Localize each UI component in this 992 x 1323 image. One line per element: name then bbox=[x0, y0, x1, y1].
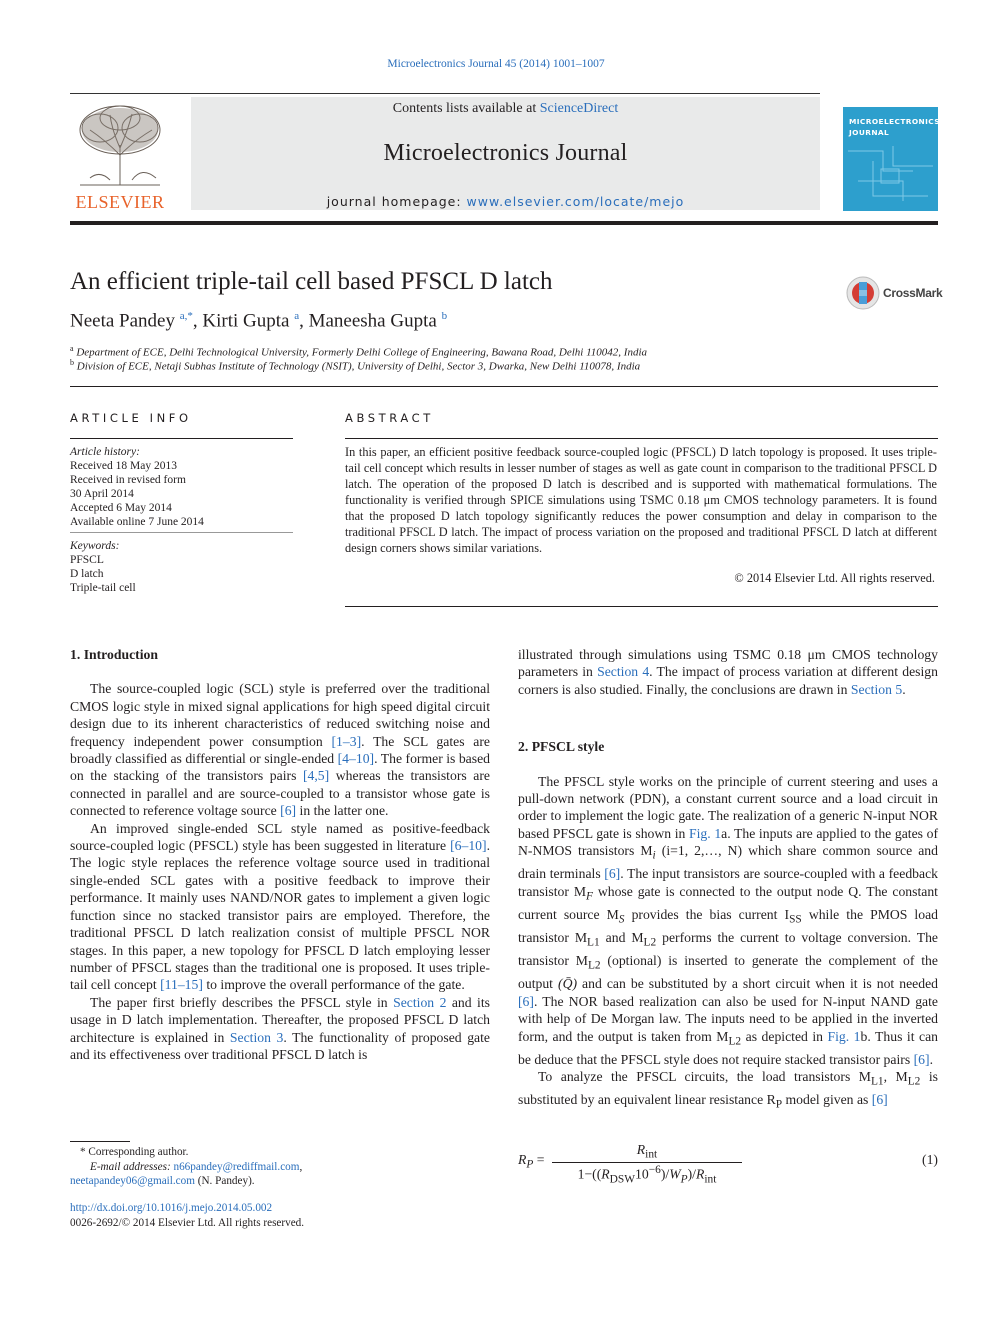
section-link[interactable]: Section 3 bbox=[229, 1029, 284, 1045]
affiliation bbox=[70, 358, 640, 373]
author-affil-marker[interactable]: b bbox=[441, 310, 448, 322]
affiliation-text: Division of ECE, Netaji Subhas Institute of Technology (NSIT), University of Delhi, Sector 3, Dwarka, New Delhi 110078, India bbox=[76, 360, 641, 373]
equation-numerator: $R_{int}$ bbox=[636, 1142, 658, 1161]
header-rule bbox=[70, 93, 820, 94]
cover-title-line2: JOURNAL bbox=[849, 128, 890, 137]
journal-homepage bbox=[191, 194, 820, 209]
equation-number: (1) bbox=[922, 1152, 938, 1167]
right-column bbox=[518, 646, 938, 1114]
article-info-rule bbox=[70, 438, 293, 439]
doi-link bbox=[70, 1201, 272, 1215]
elsevier-wordmark: ELSEVIER bbox=[75, 192, 165, 212]
cover-title bbox=[849, 116, 940, 138]
citation-link[interactable]: [6] bbox=[280, 803, 297, 819]
keyword: PFSCL bbox=[70, 554, 104, 566]
abstract-copyright: © 2014 Elsevier Ltd. All rights reserved. bbox=[734, 571, 935, 585]
affiliation-text: Department of ECE, Delhi Technological University, Formerly Delhi College of Engineering, Bawana Road, Delhi 110042, India bbox=[76, 346, 648, 359]
email-link[interactable]: neetapandey06@gmail.com bbox=[70, 1175, 195, 1187]
article-info-heading: ARTICLE INFO bbox=[70, 411, 192, 425]
article-title: An efficient triple-tail cell based PFSCL D latch bbox=[70, 268, 553, 295]
email-line: E-mail addresses: n66pandey@rediffmail.com, bbox=[90, 1161, 303, 1173]
article-history bbox=[70, 445, 204, 529]
cover-circuit-art bbox=[843, 141, 938, 211]
paragraph: illustrated through simulations using TSMC 0.18 μm CMOS technology parameters in Section 4. The impact of process variation at different design corners is also studied. Finally, the conclusions are drawn in Section 5. bbox=[518, 647, 938, 697]
figure-link[interactable]: Fig. 1 bbox=[827, 1028, 861, 1044]
author-affil-marker[interactable]: a bbox=[294, 310, 300, 322]
abstract-rule bbox=[345, 438, 938, 439]
history-line: Accepted 6 May 2014 bbox=[70, 502, 172, 514]
history-line: Received 18 May 2013 bbox=[70, 460, 177, 472]
paragraph: The PFSCL style works on the principle of current steering and uses a pull-down network (PDN), a constant current source and a load circuit in order to implement the logic gate. The realization of a generic N-input NOR based PFSCL gate is shown in Fig. 1a. The inputs are applied to the gates of N-NMOS transistors $M_i$ (i=1, 2,…, N) which share common source and drain terminals [6]. The input transistors are source-coupled with a feedback transistor $M_F$ whose gate is connected to the output node Q. The constant current source $M_S$ provides the bias current $I_{SS}$ while the PMOS load transistor $M_{L1}$ and $M_{L2}$ performs the current to voltage conversion. The transistor $M_{L2}$ (optional) is inserted to generate the complement of the output (Q̄) and can be substituted by a short circuit when it is not needed [6]. The NOR based realization can also be used for N-input NAND gate with help of De Morgan law. The inputs need to be applied in the inverted form, and the output is taken from $M_{L2}$ as depicted in Fig. 1b. Thus it can be deduce that the PFSCL style does not require stacked transistor pairs [6]. bbox=[518, 773, 939, 1067]
contents-prefix: Contents lists available at bbox=[392, 101, 540, 116]
citation-link[interactable]: [6] bbox=[871, 1092, 888, 1108]
author-list: Neeta Pandey $^{a,*}$, Kirti Gupta $^a$, Maneesha Gupta $^b$ bbox=[70, 310, 448, 332]
section-heading: 2. PFSCL style bbox=[518, 739, 605, 755]
header-heavy-rule bbox=[70, 221, 938, 225]
equation-fraction bbox=[552, 1142, 742, 1185]
email-line-2: neetapandey06@gmail.com (N. Pandey). bbox=[70, 1175, 255, 1187]
citation-link[interactable]: [6–10] bbox=[450, 838, 487, 854]
homepage-link[interactable]: www.elsevier.com/locate/mejo bbox=[466, 194, 685, 209]
paragraph: The source-coupled logic (SCL) style is preferred over the traditional CMOS logic style in mixed signal applications for high speed digital circuit design due to its inherent characteristics of reduced switching noise and frequency independent power consumption [1–3]. The SCL gates are broadly classified as differential or single-ended [4–10]. The former is based on the stacking of the transistors pairs [4,5] whereas the transistors are connected in parallel and are source-coupled to a transistor whose gate is connected to reference voltage source [6] in the latter one. bbox=[70, 681, 490, 819]
homepage-prefix: journal homepage: bbox=[326, 194, 467, 209]
journal-cover bbox=[843, 93, 938, 211]
abstract-bottom-rule bbox=[345, 606, 938, 607]
citation-link[interactable]: [11–15] bbox=[160, 977, 203, 993]
paragraph: An improved single-ended SCL style named as positive-feedback source-coupled logic (PFSCL) style has been suggested in literature [6–10]. The logic style replaces the reference voltage source used in traditional single-ended SCL gates with a positive feedback to improve their performance. It mainly uses NAND/NOR gates to implement a given logic function since no stacked transistor pairs are employed. Therefore, the traditional PFSCL D latch realization consist of multiple PFSCL NOR stages. In this paper, a new topology for PFSCL D latch employing lesser number of PFSCL stages than the traditional one is proposed. It uses triple-tail cell concept [11–15] to improve the overall performance of the gate. bbox=[70, 820, 490, 993]
contents-line bbox=[191, 101, 820, 117]
doi-url[interactable]: http://dx.doi.org/10.1016/j.mejo.2014.05.002 bbox=[70, 1202, 273, 1214]
paragraph: To analyze the PFSCL circuits, the load transistors $M_{L1}$, $M_{L2}$ is substituted by an equivalent linear resistance $R_P$ model given as [6] bbox=[518, 1069, 939, 1111]
affiliation bbox=[70, 344, 647, 359]
footnote-rule bbox=[70, 1141, 130, 1142]
history-line: Received in revised form bbox=[70, 474, 186, 486]
corresponding-author-note: * Corresponding author. bbox=[80, 1146, 189, 1158]
keywords-label: Keywords: bbox=[70, 540, 120, 552]
crossmark-label[interactable]: CrossMark bbox=[883, 286, 943, 300]
crossmark-icon[interactable] bbox=[846, 276, 880, 310]
history-line: 30 April 2014 bbox=[70, 488, 134, 500]
citation-link[interactable]: [4–10] bbox=[337, 751, 375, 767]
abstract-text: In this paper, an efficient positive feedback source-coupled logic (PFSCL) D latch topology is proposed. It uses triple-tail cell concept which results in lesser number of stages as well as gate count in comparison to the traditional PFSCL D latch. The operation of the proposed D latch is described and is supported with mathematical formulations. The functionality is verified through SPICE simulations using TSMC 0.18 μm CMOS technology parameters. It is found that the proposed D latch topology significantly reduces the power consumption and delay in comparison to the traditional PFSCL D latch. The impact of process variation on the proposed and traditional PFSCL D latch at different design corners shows similar variations. bbox=[345, 445, 937, 555]
issn-line: 0026-2692/© 2014 Elsevier Ltd. All rights reserved. bbox=[70, 1217, 305, 1229]
history-line: Available online 7 June 2014 bbox=[70, 516, 204, 528]
keyword: Triple-tail cell bbox=[70, 582, 136, 594]
citation-link[interactable]: [6] bbox=[913, 1051, 930, 1067]
author-name[interactable]: Neeta Pandey bbox=[70, 310, 175, 332]
keywords bbox=[70, 539, 136, 595]
equation-1 bbox=[518, 1142, 938, 1188]
author-name[interactable]: Maneesha Gupta bbox=[308, 310, 437, 332]
title-divider bbox=[70, 386, 938, 387]
cover-title-line1: MICROELECTRONICS bbox=[849, 117, 940, 126]
equation-denominator: $1-((R_{DSW}10^{-6})/W_P)/R_{int}$ bbox=[577, 1163, 717, 1186]
section-link[interactable]: Section 5 bbox=[850, 681, 903, 697]
equation-lhs: $R_P$ = bbox=[518, 1152, 545, 1171]
author-name[interactable]: Kirti Gupta bbox=[202, 310, 290, 332]
section-heading: 1. Introduction bbox=[70, 647, 158, 662]
email-link[interactable]: n66pandey@rediffmail.com bbox=[173, 1161, 300, 1173]
section-link[interactable]: Section 2 bbox=[393, 994, 447, 1010]
abstract-heading: ABSTRACT bbox=[345, 411, 434, 425]
section-link[interactable]: Section 4 bbox=[597, 664, 650, 680]
cover-top-band bbox=[843, 93, 938, 107]
journal-reference[interactable]: Microelectronics Journal 45 (2014) 1001–1007 bbox=[387, 58, 605, 70]
citation-link[interactable]: [1–3] bbox=[331, 733, 362, 749]
affiliation-marker: b bbox=[70, 358, 74, 367]
history-rule bbox=[70, 532, 293, 533]
citation-link[interactable]: [6] bbox=[518, 993, 534, 1009]
citation-link[interactable]: [4,5] bbox=[302, 768, 330, 784]
left-column bbox=[70, 646, 490, 1063]
history-label: Article history: bbox=[70, 446, 140, 458]
paragraph: The paper first briefly describes the PFSCL style in Section 2 and its usage in D latch implementation. Thereafter, the proposed PFSCL D latch architecture is explained in Section 3. The functionality of proposed gate and its effectiveness over traditional PFSCL D latch is bbox=[70, 994, 490, 1062]
author-affil-marker[interactable]: a,* bbox=[179, 310, 193, 322]
figure-link[interactable]: Fig. 1 bbox=[689, 825, 722, 841]
keyword: D latch bbox=[70, 568, 104, 580]
journal-title: Microelectronics Journal bbox=[383, 140, 628, 166]
affiliation-marker: a bbox=[70, 344, 74, 353]
fraction-bar bbox=[552, 1162, 742, 1163]
citation-link[interactable]: [6] bbox=[604, 866, 621, 882]
sciencedirect-link[interactable]: ScienceDirect bbox=[539, 101, 619, 116]
